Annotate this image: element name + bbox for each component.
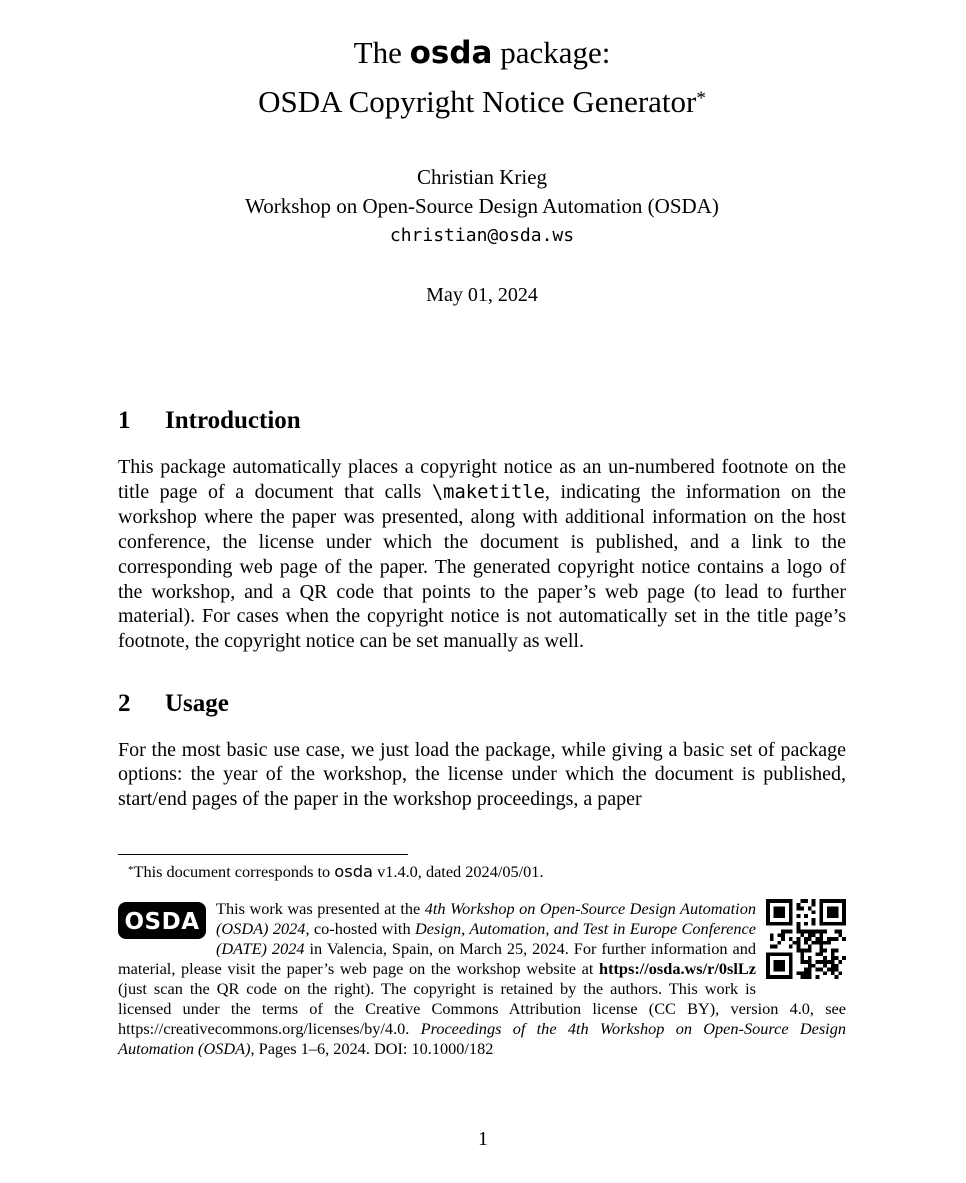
paper-title-line1: The osda package: <box>353 35 611 71</box>
qr-code-icon <box>766 899 846 979</box>
copyright-notice <box>118 899 846 1058</box>
osda-logo-text: OSDA <box>124 909 200 936</box>
introduction-paragraph: This package automatically places a copyright notice as an un-numbered footnote on the title page of a document that calls \maketitle, indicating the information on the workshop where the paper was presented, along with additional information on the host conference, the license under which the document is published, and a link to the corresponding web page of the paper. The generated copyright notice contains a logo of the workshop, and a QR code that points to the paper’s web page (to lead to further material). For cases when the copyright notice is not automatically set in the title page’s footnote, the copyright notice can be set manually as well. <box>118 456 846 652</box>
author-affiliation: Workshop on Open-Source Design Automation (OSDA) <box>245 194 719 218</box>
usage-paragraph: For the most basic use case, we just load the package, while giving a basic set of package options: the year of the workshop, the license under which the document is published, start/end pages of the paper in the workshop proceedings, a paper <box>118 738 846 811</box>
footnote-text: This document corresponds to osda v1.4.0, dated 2024/05/01. <box>133 862 544 882</box>
title-block <box>118 0 846 125</box>
section-title: Introduction <box>165 407 301 434</box>
paper-title-text: OSDA Copyright Notice Generator <box>258 84 697 119</box>
page-number: 1 <box>478 1128 488 1150</box>
section-introduction <box>118 407 846 654</box>
thanks-marker: * <box>696 88 706 109</box>
section-usage <box>118 690 846 812</box>
osda-logo <box>118 902 206 939</box>
section-heading-usage <box>118 690 846 718</box>
section-number: 1 <box>118 407 131 434</box>
footnote-area <box>118 854 846 1059</box>
paper-title-line2 <box>118 76 846 125</box>
footnote-rule <box>118 854 408 855</box>
thanks-footnote <box>118 860 846 882</box>
section-number: 2 <box>118 689 131 717</box>
author-block <box>118 163 846 250</box>
section-heading-introduction <box>118 407 846 435</box>
section-title: Usage <box>165 689 229 717</box>
author-email: christian@osda.ws <box>389 225 575 246</box>
author-name: Christian Krieg <box>416 165 548 189</box>
copyright-notice-text: This work was presented at the 4th Workshop on Open-Source Design Automation (OSDA) 2024, co-hosted with Design, Automation, and Test in Europe Conference (DATE) 2024 in Valencia, Spain, on March 25, 2024. For further information and material, please visit the paper’s web page on the workshop website at https://osda.ws/r/0slLz (just scan the QR code on the right). The copyright is retained by the authors. This work is licensed under the terms of the Creative Commons Attribution license (CC BY), version 4.0, see https://creativecommons.org/licenses/by/4.0. Proceedings of the 4th Workshop on Open-Source Design Automation (OSDA), Pages 1–6, 2024. DOI: 10.1000/182 <box>118 899 846 1058</box>
osda-logo-icon <box>118 902 206 939</box>
paper-date: May 01, 2024 <box>426 284 538 306</box>
footnote-marker: * <box>128 864 134 877</box>
